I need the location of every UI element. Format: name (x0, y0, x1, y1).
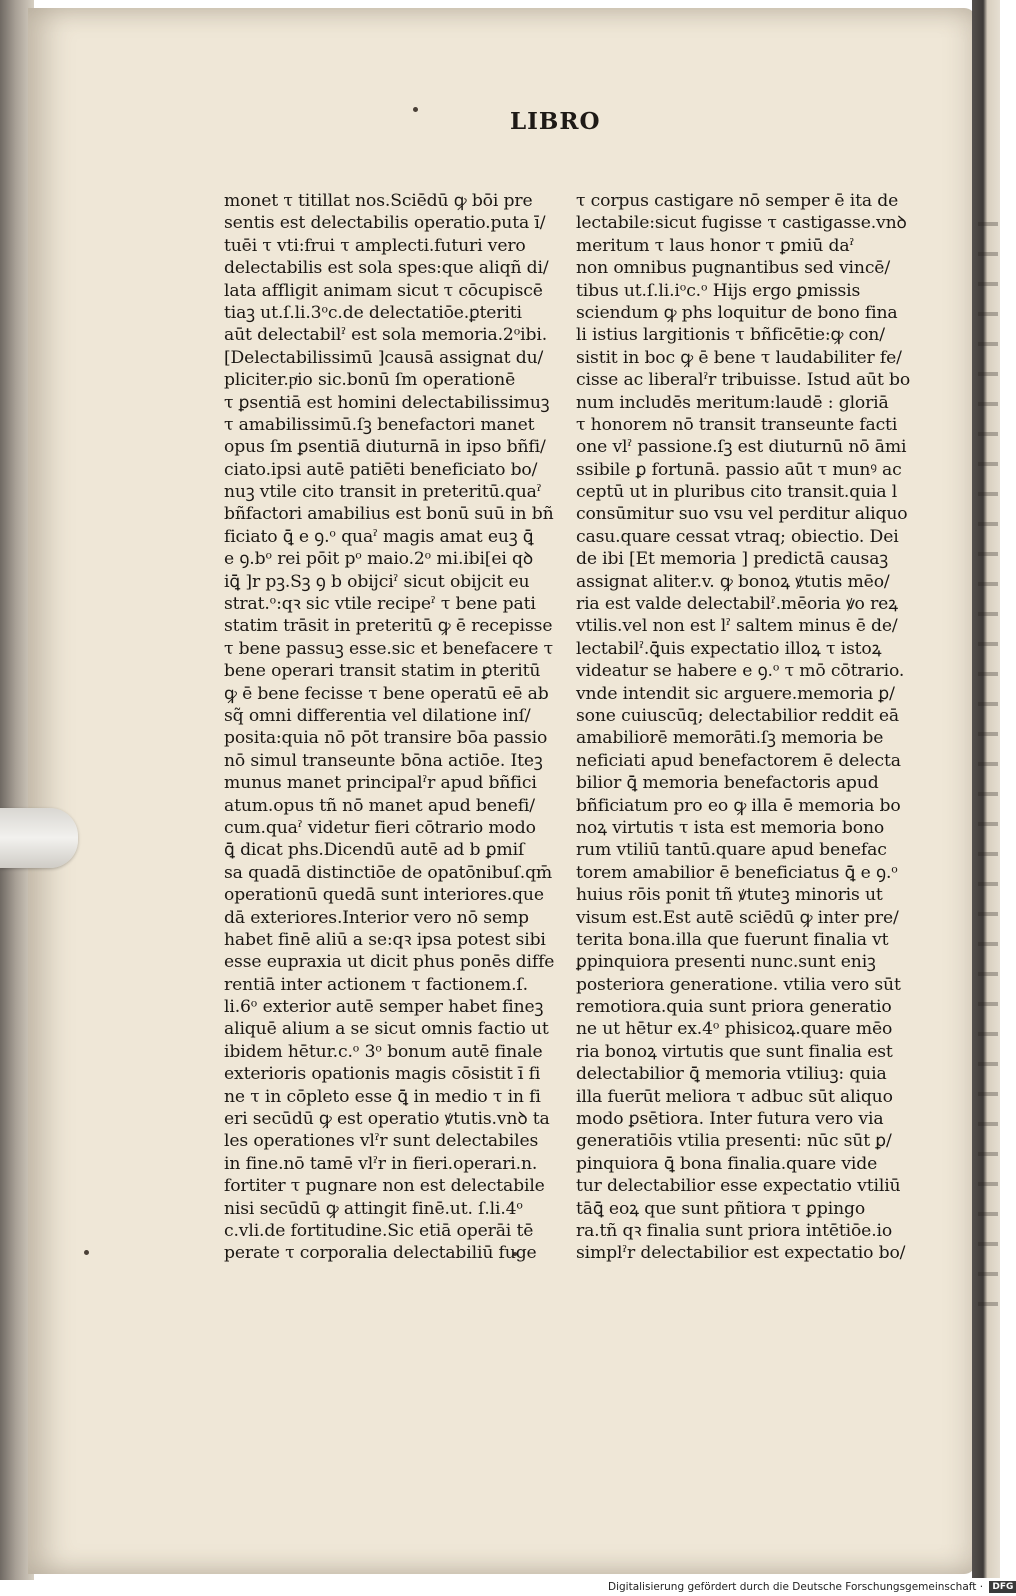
text-line: bene operari transit statim in ꝑteritū (224, 661, 541, 682)
text-column-left (224, 190, 555, 1265)
text-line: casu.quare cessat vtraq; obiectio. Dei (576, 526, 899, 547)
text-line: consūmitur suo vsu vel perditur aliquo (576, 504, 908, 525)
text-line: non omnibus pugnantibus sed vincē/ (576, 258, 890, 279)
text-line: noꝝ virtutis τ ista est memoria bono (576, 817, 885, 838)
text-line: munus manet principalˀr apud bñfici (224, 773, 537, 794)
text-line: remotiora.quia sunt priora generatio (576, 997, 892, 1018)
text-line: nō simul transeunte bōna actiōe. Iteꝫ (224, 750, 543, 771)
text-line: ibidem hētur.c.ᵒ 3ᵒ bonum autē finale (224, 1041, 543, 1062)
text-line: ria bonoꝝ virtutis que sunt finalia est (576, 1041, 893, 1062)
text-line: monet τ titillat nos.Sciēdū ꝙ bōi pre (224, 191, 533, 211)
text-line: nuꝫ vtile cito transit in preteritū.quaˀ (224, 482, 542, 503)
text-line: opus ſm ꝑsentiā diuturnā in ipso bñfi/ (224, 437, 546, 458)
text-line: simplˀr delectabilior est expectatio bo/ (576, 1243, 906, 1264)
text-line: tur delectabilior esse expectatio vtiliū (576, 1176, 901, 1197)
text-line: operationū quedā sunt interiores.que (224, 885, 544, 906)
text-line: in fine.nō tamē vlˀr in fieri.operari.n. (224, 1153, 538, 1174)
text-line: les operationes vlˀr sunt delectabiles (224, 1131, 539, 1152)
text-line: ria est valde delectabilˀ.mēoria ꝟo reꝝ (576, 594, 898, 615)
text-line: aliquē alium a se sicut omnis factio ut (224, 1019, 549, 1040)
text-line: posteriora generatione. vtilia vero sūt (576, 974, 901, 995)
text-line: rum vtiliū tantū.quare apud benefac (576, 840, 887, 861)
text-line: ra.tñ qꝛ finalia sunt priora intētiōe.io (576, 1220, 893, 1241)
text-line: huius rōis ponit tñ ꝟtuteꝫ minoris ut (576, 885, 883, 906)
text-line: pinquiora ꝗ̄ bona finalia.quare vide (576, 1153, 878, 1174)
ink-speck (84, 1250, 89, 1255)
dfg-logo-badge: DFG (989, 1581, 1016, 1593)
text-line: aūt delectabilˀ est sola memoria.2ᵒibi. (224, 325, 548, 346)
text-line: lectabile:sicut fugisse τ castigasse.vnꝺ (576, 213, 907, 234)
text-line: exterioris opationis magis cōsistit ī fi (224, 1064, 541, 1085)
text-line: esse eupraxia ut dicit phus ponēs diffe (224, 952, 555, 973)
text-line: τ honorem nō transit transeunte facti (576, 414, 898, 435)
text-line: sistit in boc ꝙ ē bene τ laudabiliter fe/ (576, 347, 902, 368)
text-line: one vlˀ passione.ſꝫ est diuturnū nō āmi (576, 437, 907, 458)
text-line: ssibile ꝑ fortunā. passio aūt τ munꝰ ac (576, 459, 902, 480)
text-line: cum.quaˀ videtur fieri cōtrario modo (224, 817, 536, 838)
text-line: num includēs meritum:laudē : gloriā (576, 392, 889, 413)
text-line: de ibi [Et memoria ] predictā causaꝫ (576, 549, 888, 570)
text-line: tiaꝫ ut.ſ.li.3ᵒc.de delectatiōe.ꝑteriti (224, 302, 522, 323)
text-line: amabiliorē memorāti.ſꝫ memoria be (576, 728, 884, 749)
text-line: atum.opus tñ nō manet apud benefi/ (224, 795, 535, 816)
text-line: tibus ut.ſ.li.iᵒc.ᵒ Hijs ergo ꝑmissis (576, 280, 861, 301)
text-line: bilior ꝗ̄ memoria benefactoris apud (576, 773, 879, 794)
page-clip (0, 808, 78, 868)
text-line: tuēi τ vti:frui τ amplecti.futuri vero (224, 235, 526, 256)
text-line: eri secūdū ꝙ est operatio ꝟtutis.vnꝺ ta (224, 1109, 550, 1130)
text-line: τ bene passuꝫ esse.sic et benefacere τ (224, 638, 553, 659)
text-line: lata affligit animam sicut τ cōcupiscē (224, 280, 543, 301)
text-line: strat.ᵒ:qꝛ sic vtile recipeˀ τ bene pati (224, 594, 536, 615)
text-line: ꝙ ē bene fecisse τ bene operatū eē ab (224, 683, 549, 704)
text-line: delectabilis est sola spes:que aliqñ di/ (224, 258, 549, 279)
text-line: ceptū ut in pluribus cito transit.quia l (576, 482, 898, 503)
text-line: perate τ corporalia delectabiliū fuge (224, 1243, 537, 1264)
text-line: sq̃ omni differentia vel dilatione inſ/ (224, 705, 531, 726)
text-line: cisse ac liberalˀr tribuisse. Istud aūt bo (576, 370, 911, 391)
text-line: [Delectabilissimū ]causā assignat du/ (224, 347, 544, 368)
text-line: sciendum ꝙ phs loquitur de bono fina (576, 302, 898, 323)
text-line: dā exteriores.Interior vero nō semp (224, 907, 529, 928)
text-line: bñficiatum pro eo ꝙ illa ē memoria bo (576, 795, 901, 816)
text-line: illa fuerūt meliora τ adbuc sūt aliquo (576, 1086, 893, 1107)
text-line: vnde intendit sic arguere.memoria ꝑ/ (576, 683, 895, 704)
ink-speck (413, 107, 418, 112)
text-line: sentis est delectabilis operatio.puta ī/ (224, 213, 546, 234)
facing-page-text-fragment (978, 210, 998, 1310)
text-line: modo ꝑsētiora. Inter futura vero via (576, 1109, 884, 1130)
text-line: sone cuiuscūq; delectabilior reddit eā (576, 705, 900, 726)
text-line: fortiter τ pugnare non est delectabile (224, 1176, 545, 1197)
text-line: lectabilˀ.ꝗ̄uis expectatio illoꝝ τ istoꝝ (576, 638, 882, 659)
text-line: pliciter.pͬio sic.bonū ſm operationē (224, 370, 516, 391)
text-line: rentiā inter actionem τ factionem.ſ. (224, 974, 528, 995)
text-line: neficiati apud benefactorem ē delecta (576, 750, 901, 771)
text-line: τ ꝑsentiā est homini delectabilissimuꝫ (224, 392, 550, 413)
text-line: ne τ in cōpleto esse ꝗ̄ in medio τ in fi (224, 1086, 541, 1107)
text-line: delectabilior ꝗ̄ memoria vtiliuꝫ: quia (576, 1064, 887, 1085)
text-line: ꝗ̄ dicat phs.Dicendū autē ad b ꝑmiſ (224, 840, 525, 861)
text-line: assignat aliter.v. ꝙ bonoꝝ ꝟtutis mēo/ (576, 571, 890, 592)
text-line: li istius largitionis τ bñficētie:ꝙ con/ (576, 325, 885, 346)
text-line: ciato.ipsi autē patiēti beneficiato bo/ (224, 459, 538, 480)
text-line: generatiōis vtilia presenti: nūc sūt ꝑ/ (576, 1131, 892, 1152)
text-line: ꝑpinquiora presenti nunc.sunt eniꝫ (576, 952, 876, 973)
text-line: nisi secūdū ꝙ attingit finē.ut. ſ.li.4ᵒ (224, 1198, 523, 1219)
text-line: terita bona.illa que fuerunt finalia vt (576, 929, 889, 950)
text-line: vtilis.vel non est lˀ saltem minus ē de/ (576, 616, 898, 637)
text-line: posita:quia nō pōt transire bōa passio (224, 728, 548, 749)
text-line: li.6ᵒ exterior autē semper habet fineꝫ (224, 997, 544, 1018)
facing-page-edge (972, 0, 1000, 1580)
text-line: c.vli.de fortitudine.Sic etiā operāi tē (224, 1220, 534, 1241)
text-column-right (576, 190, 911, 1265)
text-line: statim trāsit in preteritū ꝙ ē recepisse (224, 616, 553, 637)
text-line: habet finē aliū a se:qꝛ ipsa potest sibi (224, 929, 546, 950)
text-line: bñfactori amabilius est bonū suū in bñ (224, 504, 554, 525)
text-line: iꝗ̄ ]r pꝫ.Sꝫ ꝯ b obijciˀ sicut obijcit eu (224, 571, 530, 592)
text-line: visum est.Est autē sciēdū ꝙ inter pre/ (576, 907, 899, 928)
digitization-footer (608, 1578, 1014, 1596)
text-line: τ corpus castigare nō semper ē ita de (576, 191, 899, 211)
text-line: sa quadā distinctiōe de opatōnibuſ.qm̄ (224, 862, 553, 883)
text-line: tāꝗ̄ eoꝝ que sunt pñtiora τ ꝑpingo (576, 1198, 866, 1219)
running-head: LIBRO (510, 108, 601, 135)
text-line: meritum τ laus honor τ ꝑmiū daˀ (576, 235, 855, 256)
text-line: e ꝯ.bᵒ rei pōit pᵒ maio.2ᵒ mi.ibi[ei qꝺ (224, 549, 534, 570)
text-line: videatur se habere e ꝯ.ᵒ τ mō cōtrario. (576, 661, 905, 682)
text-line: τ amabilissimū.ſꝫ benefactori manet (224, 414, 535, 435)
text-line: ficiato ꝗ̄ e ꝯ.ᵒ quaˀ magis amat euꝫ ꝗ̄ (224, 526, 534, 547)
text-line: torem amabilior ē beneficiatus ꝗ̄ e ꝯ.ᵒ (576, 862, 898, 883)
text-line: ne ut hētur ex.4ᵒ phisicoꝝ.quare mēo (576, 1019, 893, 1040)
footer-text: Digitalisierung gefördert durch die Deutsche Forschungsgemeinschaft · (608, 1581, 984, 1593)
